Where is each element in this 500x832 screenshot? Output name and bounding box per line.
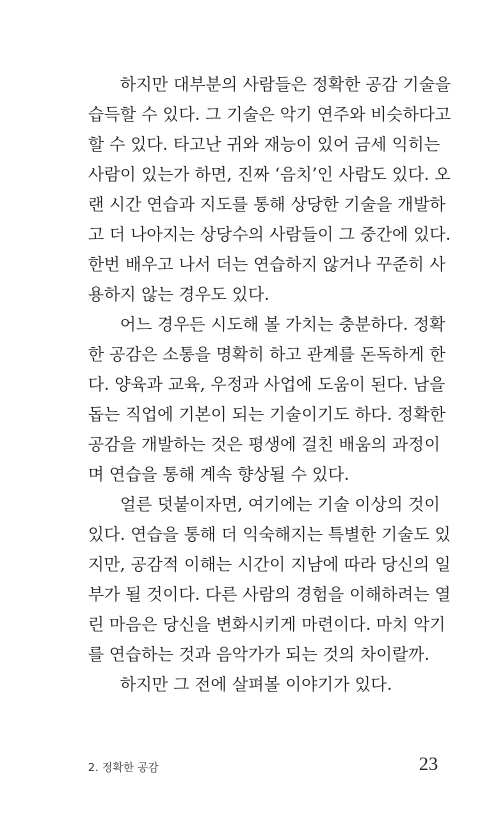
- text-line-16: 있다. 연습을 통해 더 익숙해지는 특별한 기술도 있: [88, 525, 451, 544]
- text-line-3: 할 수 있다. 타고난 귀와 재능이 있어 금세 익히는: [88, 135, 441, 154]
- text-line-8: 용하지 않는 경우도 있다.: [88, 285, 270, 304]
- text-line-15: 얼른 덧붙이자면, 여기에는 기술 이상의 것이: [120, 495, 441, 514]
- text-line-12: 돕는 직업에 기본이 되는 기술이기도 하다. 정확한: [88, 405, 446, 424]
- text-line-2: 습득할 수 있다. 그 기술은 악기 연주와 비슷하다고: [88, 105, 451, 124]
- text-line-21: 하지만 그 전에 살펴볼 이야기가 있다.: [120, 675, 393, 694]
- text-line-14: 며 연습을 통해 계속 향상될 수 있다.: [88, 465, 350, 484]
- text-line-5: 랜 시간 연습과 지도를 통해 상당한 기술을 개발하: [88, 195, 446, 214]
- text-line-7: 한번 배우고 나서 더는 연습하지 않거나 꾸준히 사: [88, 255, 446, 274]
- text-line-1: 하지만 대부분의 사람들은 정확한 공감 기술을: [120, 75, 451, 94]
- text-line-4: 사람이 있는가 하면, 진짜 ‘음치’인 사람도 있다. 오: [88, 165, 451, 184]
- text-line-6: 고 더 나아지는 상당수의 사람들이 그 중간에 있다.: [88, 225, 451, 244]
- text-line-20: 를 연습하는 것과 음악가가 되는 것의 차이랄까.: [88, 645, 430, 664]
- text-line-18: 부가 될 것이다. 다른 사람의 경험을 이해하려는 열: [88, 585, 451, 604]
- text-line-19: 린 마음은 당신을 변화시키게 마련이다. 마치 악기: [88, 615, 446, 634]
- running-footer-section: 2. 정확한 공감: [88, 761, 159, 774]
- text-line-13: 공감을 개발하는 것은 평생에 걸친 배움의 과정이: [88, 435, 441, 454]
- page-number: 23: [419, 754, 438, 775]
- text-line-10: 한 공감은 소통을 명확히 하고 관계를 돈독하게 한: [88, 345, 446, 364]
- text-line-11: 다. 양육과 교육, 우정과 사업에 도움이 된다. 남을: [88, 375, 446, 394]
- text-line-17: 지만, 공감적 이해는 시간이 지남에 따라 당신의 일: [88, 555, 451, 574]
- text-line-9: 어느 경우든 시도해 볼 가치는 충분하다. 정확: [120, 315, 446, 334]
